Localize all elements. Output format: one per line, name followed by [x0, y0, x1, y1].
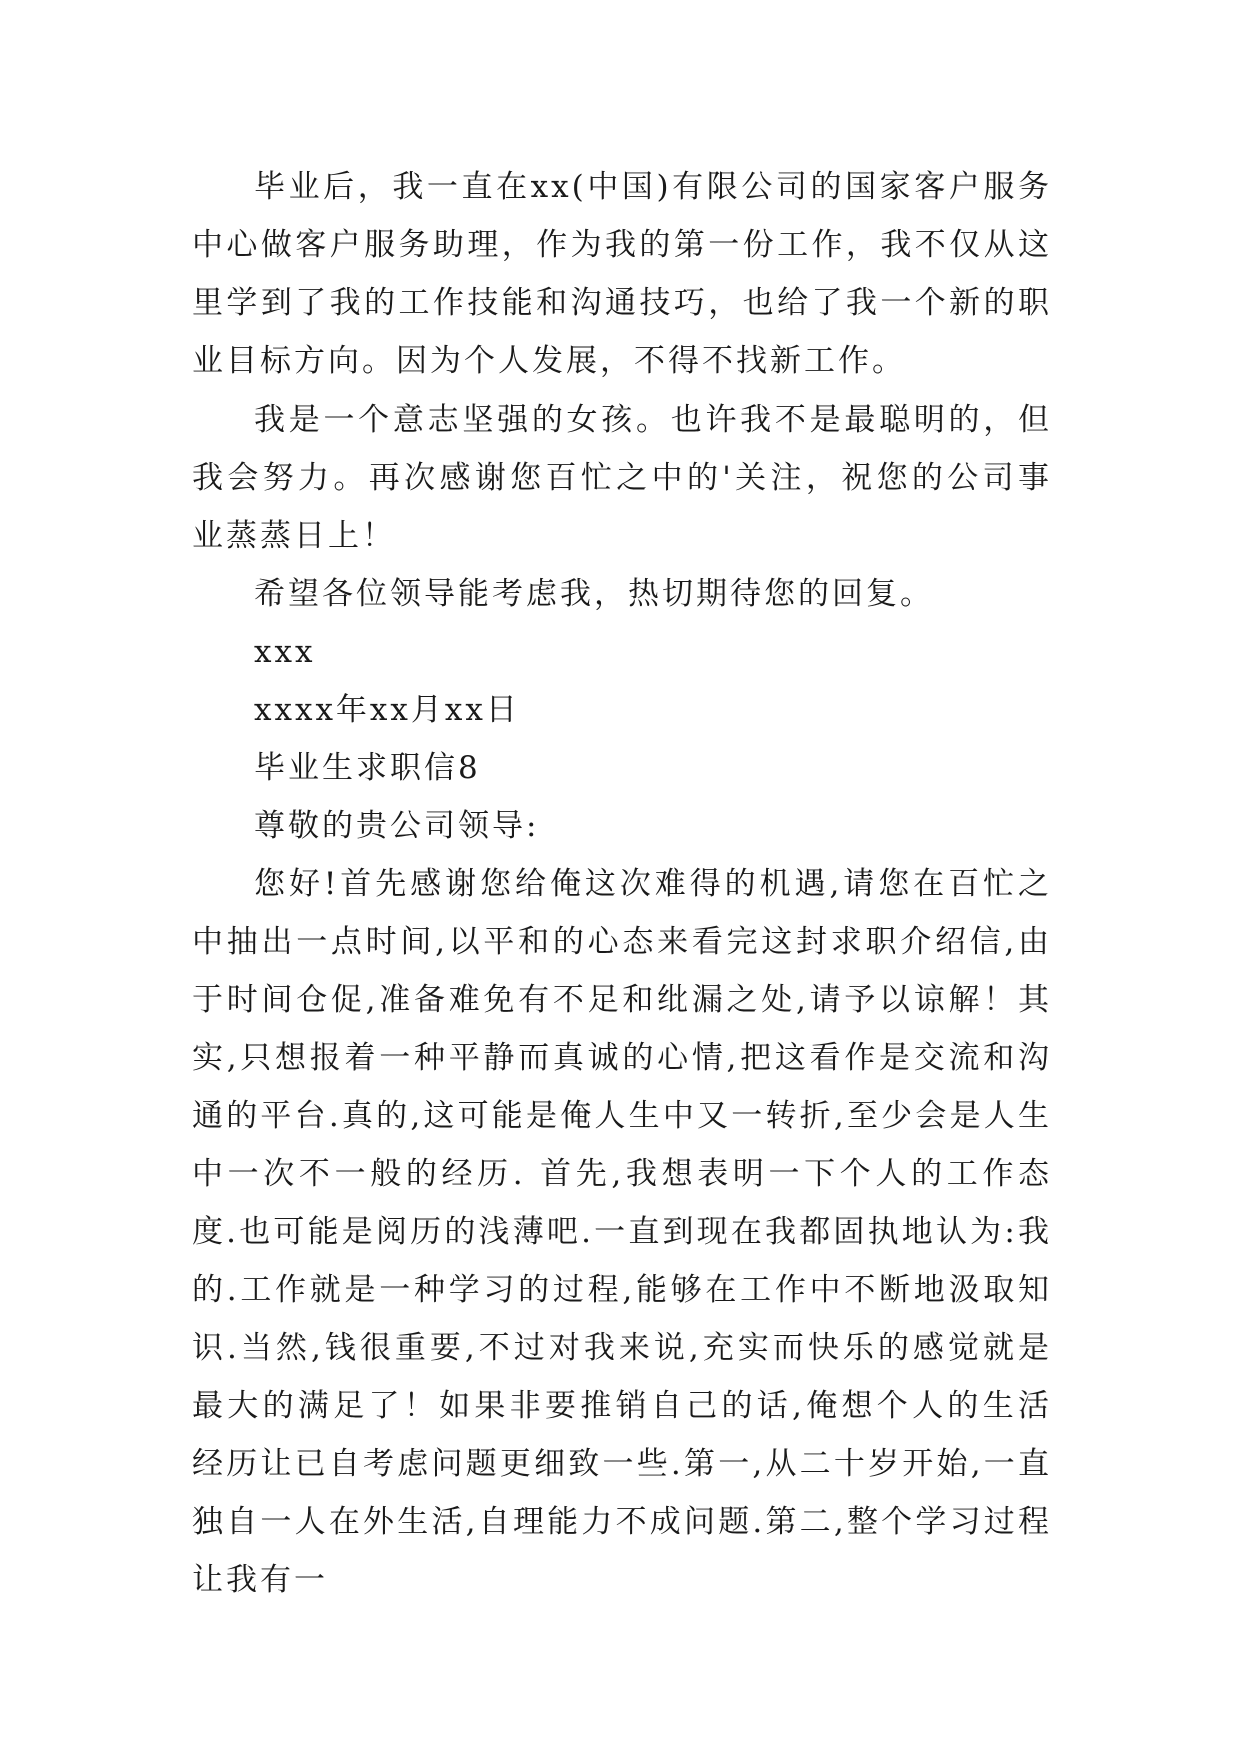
salutation: 尊敬的贵公司领导:	[254, 808, 540, 844]
signature: xxx	[254, 634, 316, 670]
letter-title: 毕业生求职信8	[254, 750, 481, 786]
paragraph-letter-body: 您好!首先感谢您给俺这次难得的机遇,请您在百忙之中抽出一点时间,以平和的心态来看完这封求职介绍信,由于时间仓促,准备难免有不足和纰漏之处,请予以谅解！其实,只想报着一种平静而真诚的心情,把这看作是交流和沟通的平台.真的,这可能是俺人生中又一转折,至少会是人生中一次不一般的经历. 首先,我想表明一下个人的工作态度.也可能是阅历的浅薄吧.一直到现在我都固执地认为:我的.工作就是一种学习的过程,能够在工作中不断地汲取知识.当然,钱很重要,不过对我来说,充实而快乐的感觉就是最大的满足了！如果非要推销自己的话,俺想个人的生活经历让已自考虑问题更细致一些.第一,从二十岁开始,一直独自一人在外生活,自理能力不成问题.第二,整个学习过程让我有一	[192, 866, 1052, 1598]
paragraph-closing-request: 希望各位领导能考虑我，热切期待您的回复。	[254, 576, 934, 612]
date-line: xxxx年xx月xx日	[254, 692, 520, 728]
paragraph-career-history: 毕业后，我一直在xx(中国)有限公司的国家客户服务中心做客户服务助理，作为我的第一份工作，我不仅从这里学到了我的工作技能和沟通技巧，也给了我一个新的职业目标方向。因为个人发展，不得不找新工作。	[192, 169, 1052, 379]
paragraph-personal-qualities: 我是一个意志坚强的女孩。也许我不是最聪明的，但我会努力。再次感谢您百忙之中的'关注，祝您的公司事业蒸蒸日上！	[192, 402, 1052, 554]
